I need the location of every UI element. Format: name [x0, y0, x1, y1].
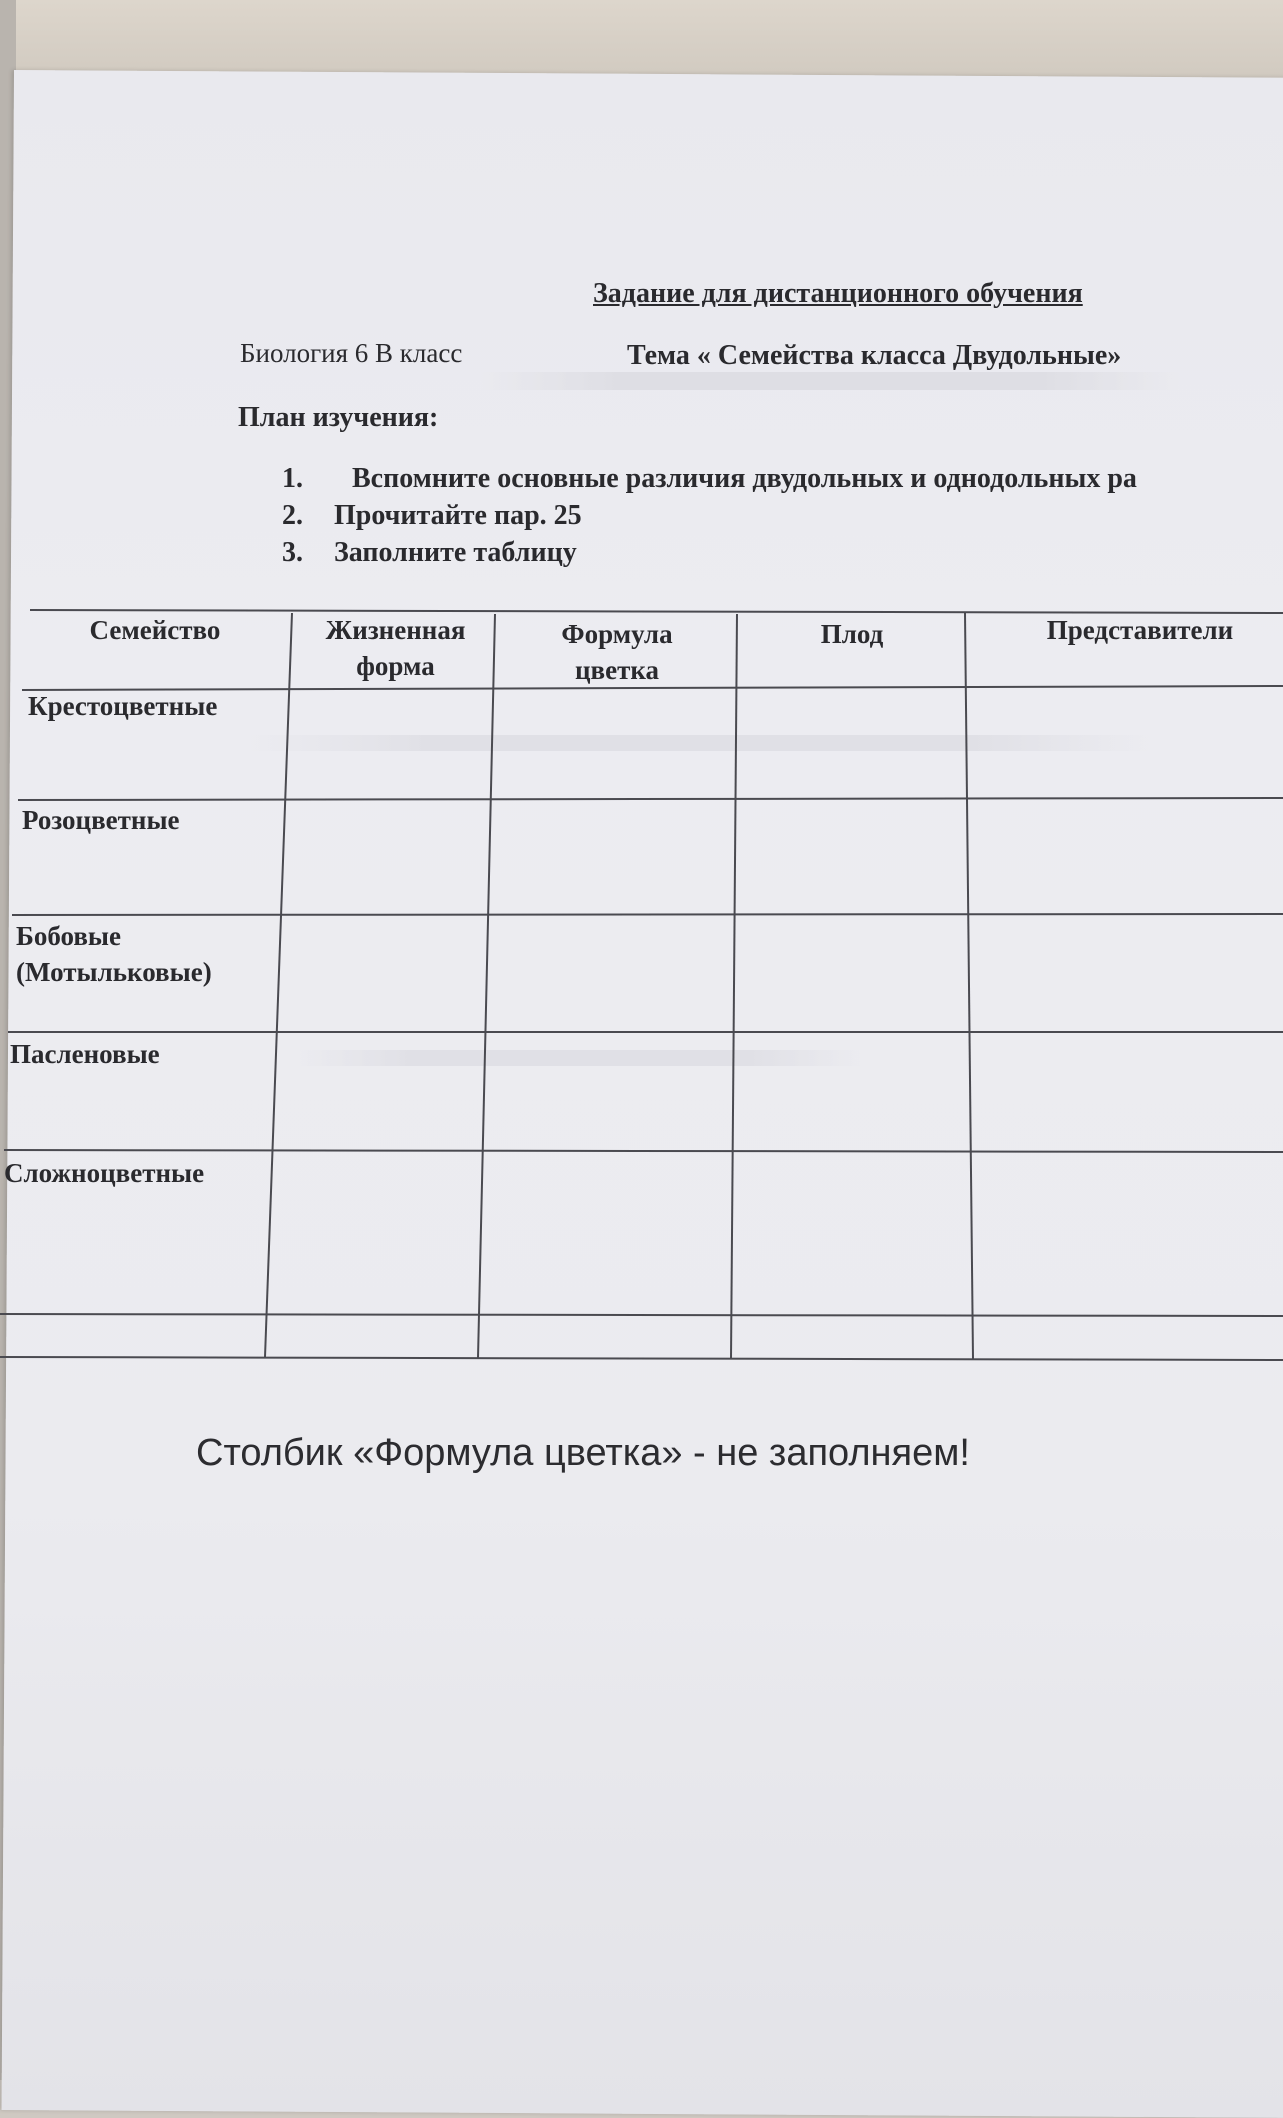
- plan-item: 1. Вспомните основные различия двудольных и однодольных ра: [282, 463, 1137, 494]
- row-label-solanaceae: Пасленовые: [10, 1039, 160, 1069]
- plan-heading: План изучения:: [238, 402, 439, 433]
- plan-list: [282, 463, 1137, 574]
- plan-item: 2. Прочитайте пар. 25: [282, 500, 582, 531]
- row-label-fabaceae: Бобовые (Мотыльковые): [16, 921, 212, 987]
- subject-label: Биология 6 В класс: [240, 338, 463, 368]
- header-flower-formula: Формула цветка: [561, 619, 673, 685]
- header-life-form: Жизненная форма: [325, 615, 466, 681]
- instruction-note: Столбик «Формула цветка» - не заполняем!: [196, 1432, 970, 1474]
- row-label-asteraceae: Сложноцветные: [4, 1158, 205, 1188]
- show-through-line: [480, 372, 1180, 390]
- topic-label: Тема « Семейства класса Двудольные»: [627, 340, 1122, 371]
- plan-item: 3. Заполните таблицу: [282, 537, 577, 568]
- worksheet-title: Задание для дистанционного обучения: [593, 278, 1083, 309]
- show-through-line: [300, 1050, 860, 1066]
- header-representatives: Представители: [1046, 615, 1234, 645]
- row-label-cruciferae: Крестоцветные: [28, 691, 218, 721]
- show-through-line: [250, 735, 1150, 751]
- header-family: Семейство: [89, 615, 221, 645]
- row-label-rosaceae: Розоцветные: [22, 805, 180, 835]
- header-fruit: Плод: [820, 619, 884, 649]
